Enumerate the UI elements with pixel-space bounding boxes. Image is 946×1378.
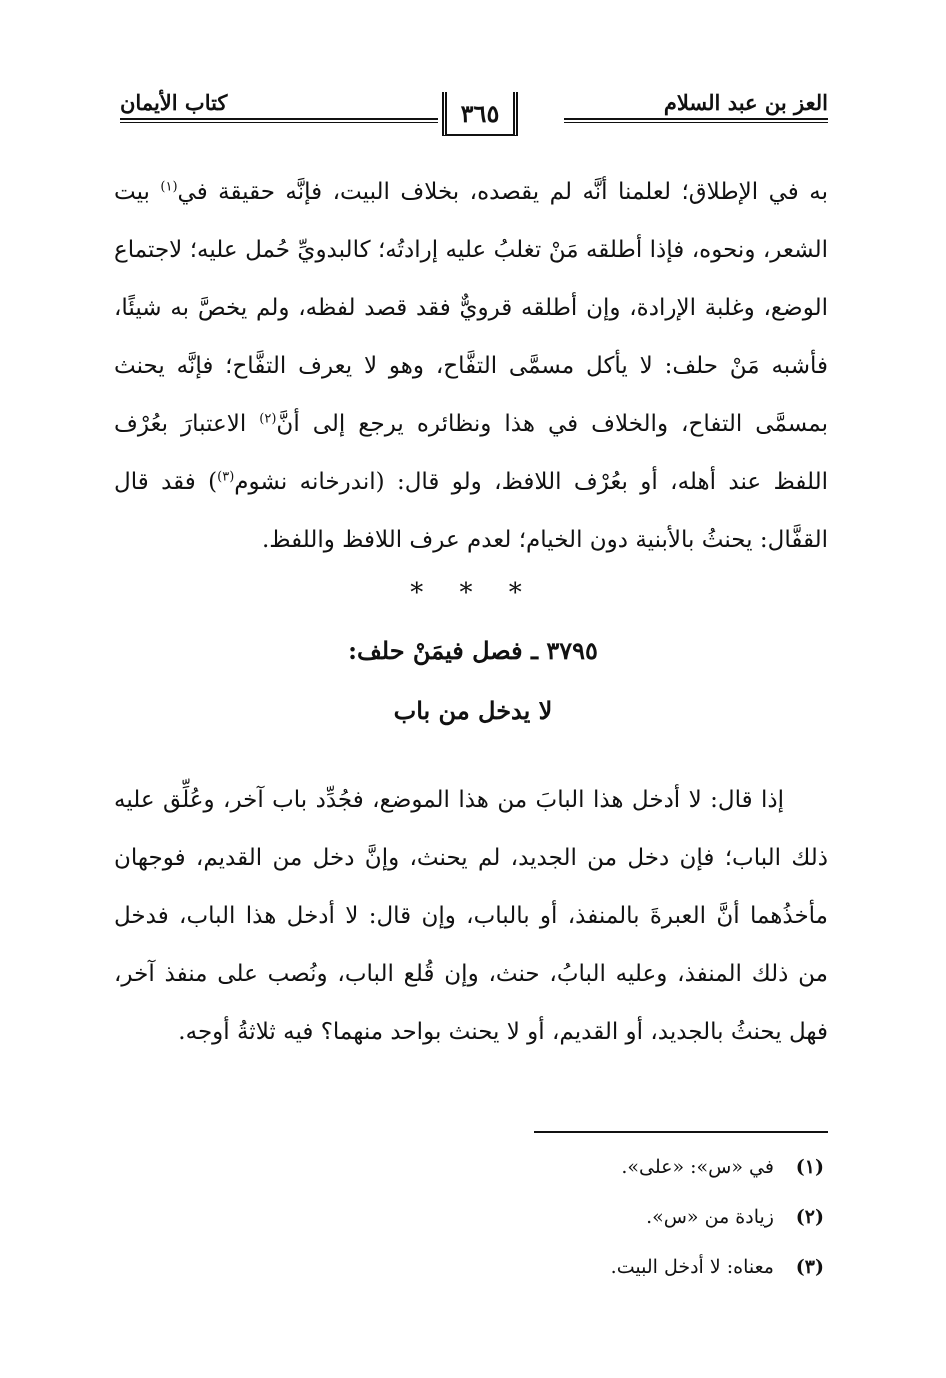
footnote-1-number: (١)	[795, 1156, 824, 1178]
paragraph-1-part-1: به في الإطلاق؛ لعلمنا أنَّه لم يقصده، بخلاف البيت، فإنَّه حقيقة في	[177, 179, 828, 205]
footnote-2-text: زيادة من «س».	[646, 1206, 774, 1228]
running-header	[120, 88, 828, 138]
header-rule-right	[564, 118, 828, 123]
section-title: ٣٧٩٥ ـ فصل فيمَنْ حلف:	[348, 636, 598, 665]
footnote-2-number: (٢)	[795, 1206, 824, 1228]
paragraph-1	[114, 163, 828, 569]
footnote-marker-2: (٢)	[259, 411, 277, 427]
header-book-section: كتاب الأيمان	[120, 90, 228, 115]
header-rule-left	[120, 118, 438, 123]
paragraph-1-part-3: الاعتبارَ بعُرْف اللفظ عند أهله، أو بعُرْف اللافظ، ولو قال: (اندرخانه نشوم	[114, 411, 828, 495]
footnote-marker-3: (٣)	[217, 469, 235, 485]
footnote-3-text: معناه: لا أدخل البيت.	[610, 1256, 774, 1278]
footnote-divider	[534, 1131, 828, 1133]
footnote-1-text: في «س»: «على».	[621, 1156, 774, 1178]
footnotes	[124, 1150, 824, 1300]
header-author: العز بن عبد السلام	[663, 90, 828, 115]
footnote-1	[124, 1150, 824, 1200]
page-number-box	[442, 92, 518, 136]
paragraph-1-part-2: بيت الشعر، ونحوه، فإذا أطلقه مَنْ تغلبُ عليه إرادتُه؛ كالبدويِّ حُمل عليه؛ لاجتماع الوضع، وغلبة الإرادة، وإن أطلقه قرويٌّ فقد قصد لفظه، ولم يخصَّ به شيئًا، فأشبه مَنْ حلف: لا يأكل مسمَّى التفَّاح، وهو لا يعرف التفَّاح؛ فإنَّه يحنث بمسمَّى التفاح، والخلاف في هذا ونظائره يرجع إلى أنَّ	[114, 179, 828, 437]
footnote-3	[124, 1250, 824, 1300]
section-subtitle: لا يدخل من باب	[393, 696, 553, 725]
footnote-3-number: (٣)	[795, 1256, 824, 1278]
section-separator: * * *	[410, 578, 536, 608]
paragraph-1-part-4: ) فقد قال القفَّال: يحنثُ بالأبنية دون الخيام؛ لعدم عرف اللافظ واللفظ.	[114, 469, 828, 553]
page-number: ٣٦٥	[460, 99, 500, 128]
paragraph-2: إذا قال: لا أدخل هذا البابَ من هذا الموضع، فجُدِّد باب آخر، وعُلِّق عليه ذلك الباب؛ فإن دخل من الجديد، لم يحنث، وإنَّ دخل من القديم، فوجهان مأخذُهما أنَّ العبرةَ بالمنفذ، أو بالباب، وإن قال: لا أدخل هذا الباب، فدخل من ذلك المنفذ، وعليه البابُ، حنث، وإن قُلع الباب، ونُصب على منفذ آخر، فهل يحنثُ بالجديد، أو القديم، أو لا يحنث بواحد منهما؟ فيه ثلاثةُ أوجه.	[114, 787, 828, 1045]
footnote-marker-1: (١)	[160, 179, 178, 195]
footnote-2	[124, 1200, 824, 1250]
